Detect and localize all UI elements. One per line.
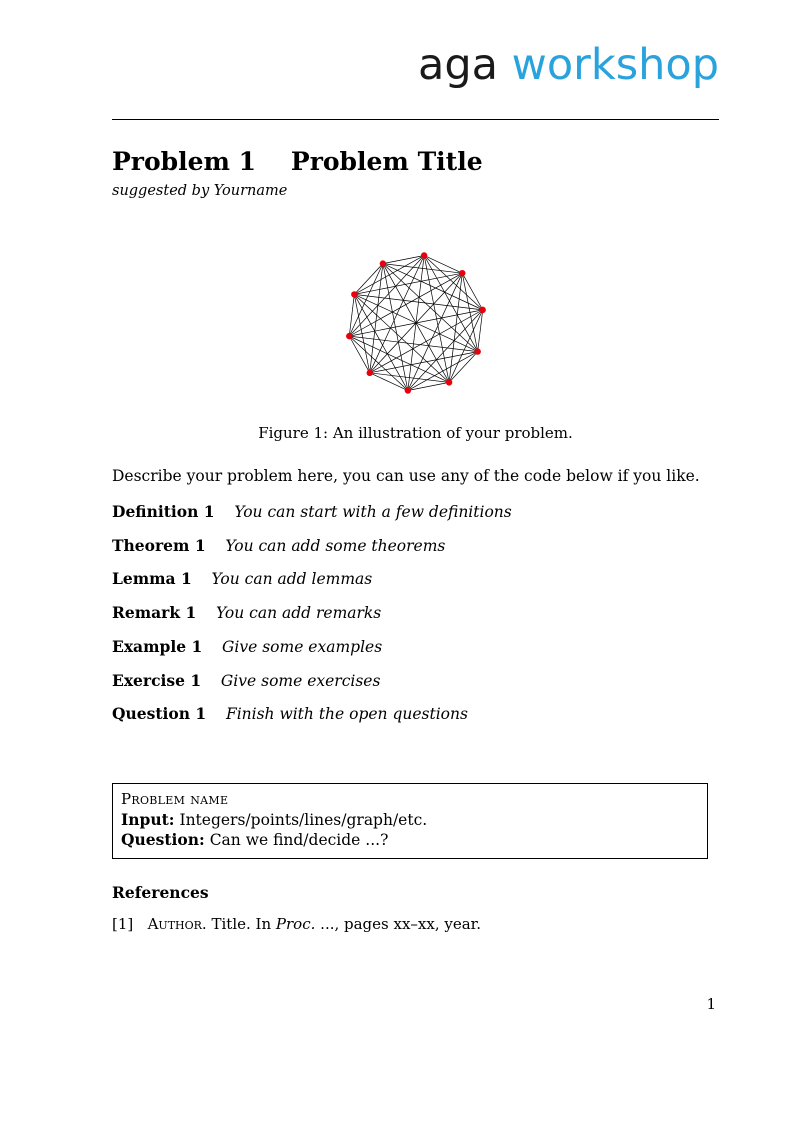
reference-marker: [1] [112,915,134,933]
statement-remark [112,603,721,624]
title-block [112,148,719,199]
statement-head: Question 1 [112,704,207,724]
body-block [112,466,721,738]
reference-in: In [255,915,272,933]
statement-gap [201,604,211,622]
references-title: References [112,883,209,902]
statement-text: Give some exercises [220,671,381,690]
reference-item [112,915,719,935]
logo-text-workshop: workshop [511,40,719,90]
statement-text: Give some examples [222,637,383,656]
figure-caption: Figure 1: An illustration of your problem. [258,424,573,442]
reference-rest: ..., pages xx–xx, year. [320,915,481,933]
statement-text: You can start with a few definitions [234,502,512,521]
page-title: Problem 1 Problem Title [112,147,483,176]
statement-lemma [112,569,721,590]
problem-box-input-label: Input: [121,810,175,829]
statement-head: Remark 1 [112,603,197,623]
brand-logo [112,40,719,106]
statement-head: Theorem 1 [112,535,206,555]
reference-author: Author. [147,915,207,933]
statement-text: You can add lemmas [211,570,373,589]
statement-head: Lemma 1 [112,569,192,589]
problem-box-question [121,830,699,850]
statement-theorem [112,536,721,557]
figure-block [112,238,719,442]
statement-gap [206,672,216,690]
logo-text-aga: aga [418,40,498,90]
intro-paragraph: Describe your problem here, you can use any of the code below if you like. [112,467,700,485]
reference-gap [138,915,143,933]
problem-box-name: Problem name [121,790,229,808]
statement-definition [112,502,721,523]
statement-example [112,637,721,658]
logo-space [498,40,512,90]
statement-gap [220,503,230,521]
statement-text: You can add remarks [216,604,382,623]
problem-box-question-label: Question: [121,830,205,850]
header-divider [112,119,719,120]
reference-title: Title. [211,915,251,933]
statement-exercise [112,671,721,692]
problem-box [112,783,708,859]
statement-text: Finish with the open questions [225,705,468,724]
graph-illustration [331,238,501,408]
problem-box-input-value: Integers/points/lines/graph/etc. [179,811,428,829]
problem-box-input [121,810,699,830]
reference-venue: Proc. [275,915,316,933]
statement-gap [207,638,217,656]
problem-box-question-value: Can we find/decide ...? [209,831,389,850]
statement-gap [211,537,221,555]
statement-question [112,704,721,725]
statement-gap [211,705,221,723]
page-number: 1 [706,995,716,1013]
statement-head: Definition 1 [112,501,215,521]
statement-text: You can add some theorems [225,536,446,555]
byline: suggested by Yourname [112,182,288,199]
statement-head: Example 1 [112,636,203,656]
statement-gap [197,570,207,588]
references-section [112,883,719,935]
statement-head: Exercise 1 [112,670,202,690]
